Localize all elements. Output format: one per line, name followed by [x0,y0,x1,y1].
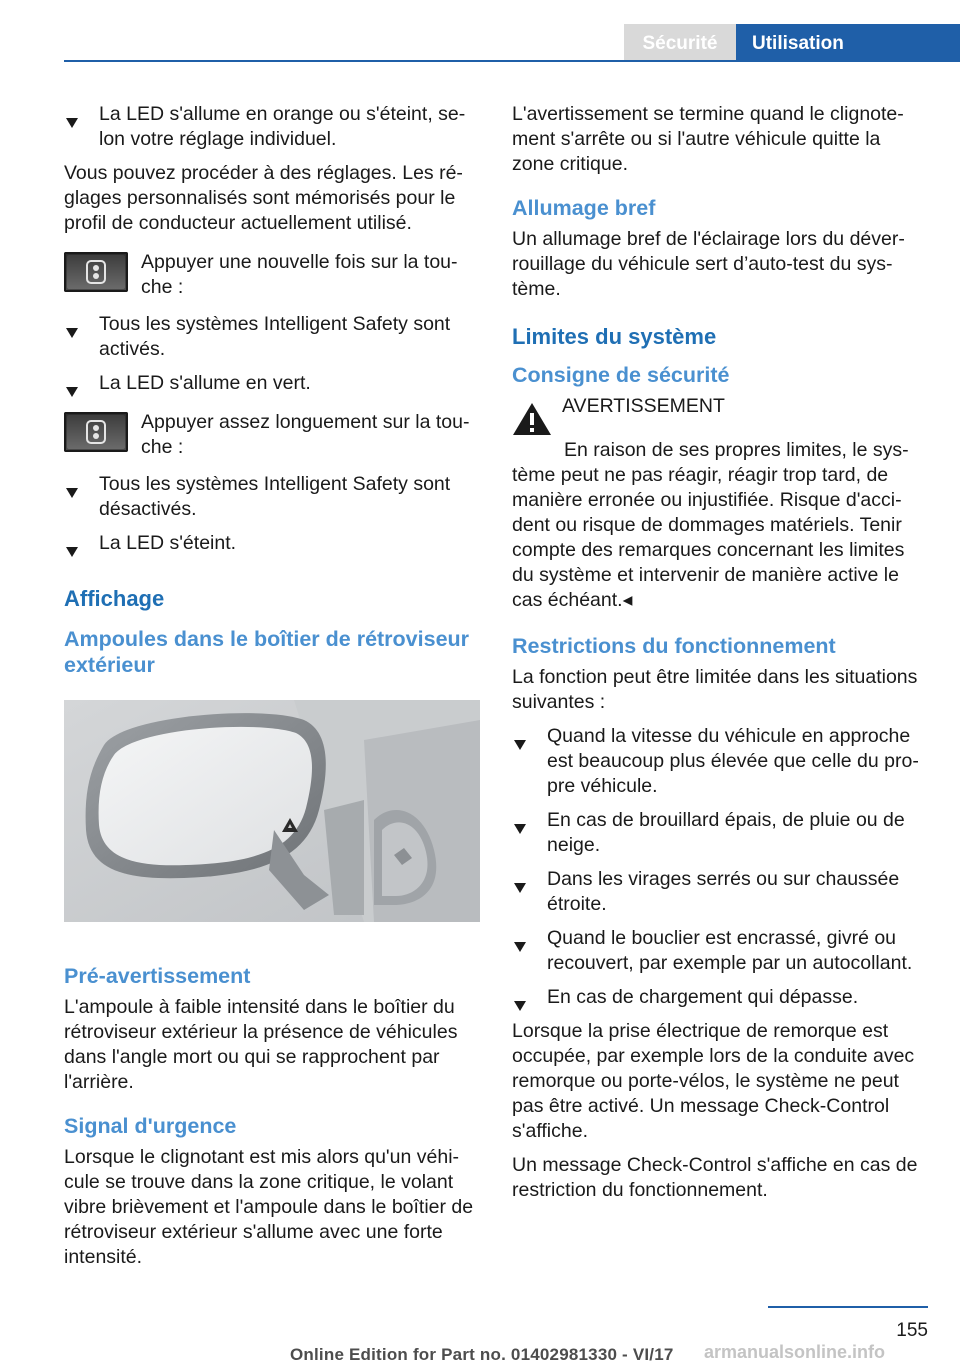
header-rule [64,60,960,62]
list-item-text: La LED s'allume en vert. [99,372,311,394]
list-item-text: Dans les virages serrés ou sur chaussée étroite. [547,868,900,915]
warning-text: En raison de ses propres limites, le système peut ne pas réagir, réagir trop tard, de manière erronée ou injustifiée. Risque d'accident ou risque de dommages matériels. Tenir compte des remarques concernant les limites du système et intervenir de manière active le cas échéant.◂ [512,439,909,611]
left-column [64,102,480,1279]
intelligent-safety-button-icon [64,252,128,292]
header-tab-security: Sécurité [624,24,736,62]
list-item [64,312,480,362]
list-item-text: La LED s'allume en orange ou s'éteint, selon votre réglage individuel. [99,103,466,150]
paragraph-settings: Vous pouvez procéder à des réglages. Les réglages personnalisés sont mémorisés pour le profil de conducteur actuellement utilisé. [64,162,463,234]
button-instruction-text: Appuyer une nouvelle fois sur la touche : [141,251,458,298]
paragraph-allumage-bref: Un allumage bref de l'éclairage lors du déverrouillage du véhicule sert d’auto-test du système. [512,228,905,300]
heading-affichage: Affichage [64,586,165,611]
warning-block [512,394,928,436]
button-instruction-row [64,250,480,300]
list-item [64,472,480,522]
paragraph-prise-remorque: Lorsque la prise électrique de remorque est occupée, par exemple lors de la conduite avec remorque ou porte-vélos, le système ne peut pas être activé. Un message Check-Control s'affiche. [512,1020,915,1142]
triangle-bullet-icon [64,532,80,557]
header-tab-usage: Utilisation [736,24,960,62]
list-item [512,808,928,858]
mirror-illustration [64,700,480,922]
triangle-bullet-icon [64,313,80,338]
heading-pre-avertissement: Pré-avertissement [64,964,251,988]
paragraph-signal-urgence: Lorsque le clignotant est mis alors qu'un véhicule se trouve dans la zone critique, le volant vibre brièvement et l'ampoule dans le boîtier de rétroviseur extérieur s'allume avec une forte intensité. [64,1146,474,1268]
watermark: armanualsonline.info [704,1342,886,1362]
list-item [512,724,928,799]
triangle-bullet-icon [512,725,528,750]
triangle-bullet-icon [512,809,528,834]
list-item-text: La LED s'éteint. [99,532,237,554]
list-item [64,102,480,152]
list-item [64,371,480,396]
list-item-text: Quand le bouclier est encrassé, givré ou recouvert, par exemple par un autocollant. [547,927,913,974]
heading-signal-urgence: Signal d'urgence [64,1114,237,1138]
triangle-bullet-icon [512,868,528,893]
paragraph-end-warning: L'avertissement se termine quand le clignotement s'arrête ou si l'autre véhicule quitte la zone critique. [512,103,904,175]
list-item-text: Tous les systèmes Intelligent Safety sont désactivés. [99,473,451,520]
list-item [512,926,928,976]
list-item [512,985,928,1010]
list-item-text: En cas de brouillard épais, de pluie ou de neige. [547,809,905,856]
intelligent-safety-button-icon [64,412,128,452]
paragraph-restrictions: La fonction peut être limitée dans les situations suivantes : [512,666,918,713]
list-item-text: Quand la vitesse du véhicule en approche est beaucoup plus élevée que celle du propre véhicule. [547,725,919,797]
paragraph-check-control: Un message Check-Control s'affiche en cas de restriction du fonctionnement. [512,1154,918,1201]
triangle-bullet-icon [64,372,80,397]
heading-ampoules: Ampoules dans le boîtier de rétroviseur extérieur [64,627,470,677]
heading-restrictions: Restrictions du fonctionnement [512,634,836,658]
triangle-bullet-icon [512,986,528,1011]
heading-consigne-securite: Consigne de sécurité [512,363,730,387]
warning-body [552,394,725,419]
triangle-bullet-icon [64,103,80,128]
heading-allumage-bref: Allumage bref [512,196,656,220]
triangle-bullet-icon [64,473,80,498]
footer-edition: Online Edition for Part no. 01402981330 - VI/17 [290,1345,674,1362]
page-number: 155 [896,1320,928,1341]
button-instruction-text: Appuyer assez longuement sur la touche : [141,411,470,458]
warning-title: AVERTISSEMENT [562,395,725,417]
list-item-text: En cas de chargement qui dépasse. [547,986,859,1008]
paragraph-pre-avertissement: L'ampoule à faible intensité dans le boîtier du rétroviseur extérieur la présence de véhicules dans l'angle mort ou qui se rapprochent par l'arrière. [64,996,458,1093]
list-item [64,531,480,556]
list-item-text: Tous les systèmes Intelligent Safety sont activés. [99,313,451,360]
list-item [512,867,928,917]
warning-triangle-icon [512,402,552,436]
footer-rule [768,1306,928,1308]
heading-limites-systeme: Limites du système [512,324,717,349]
triangle-bullet-icon [512,927,528,952]
button-instruction-row [64,410,480,460]
right-column [512,102,928,1212]
